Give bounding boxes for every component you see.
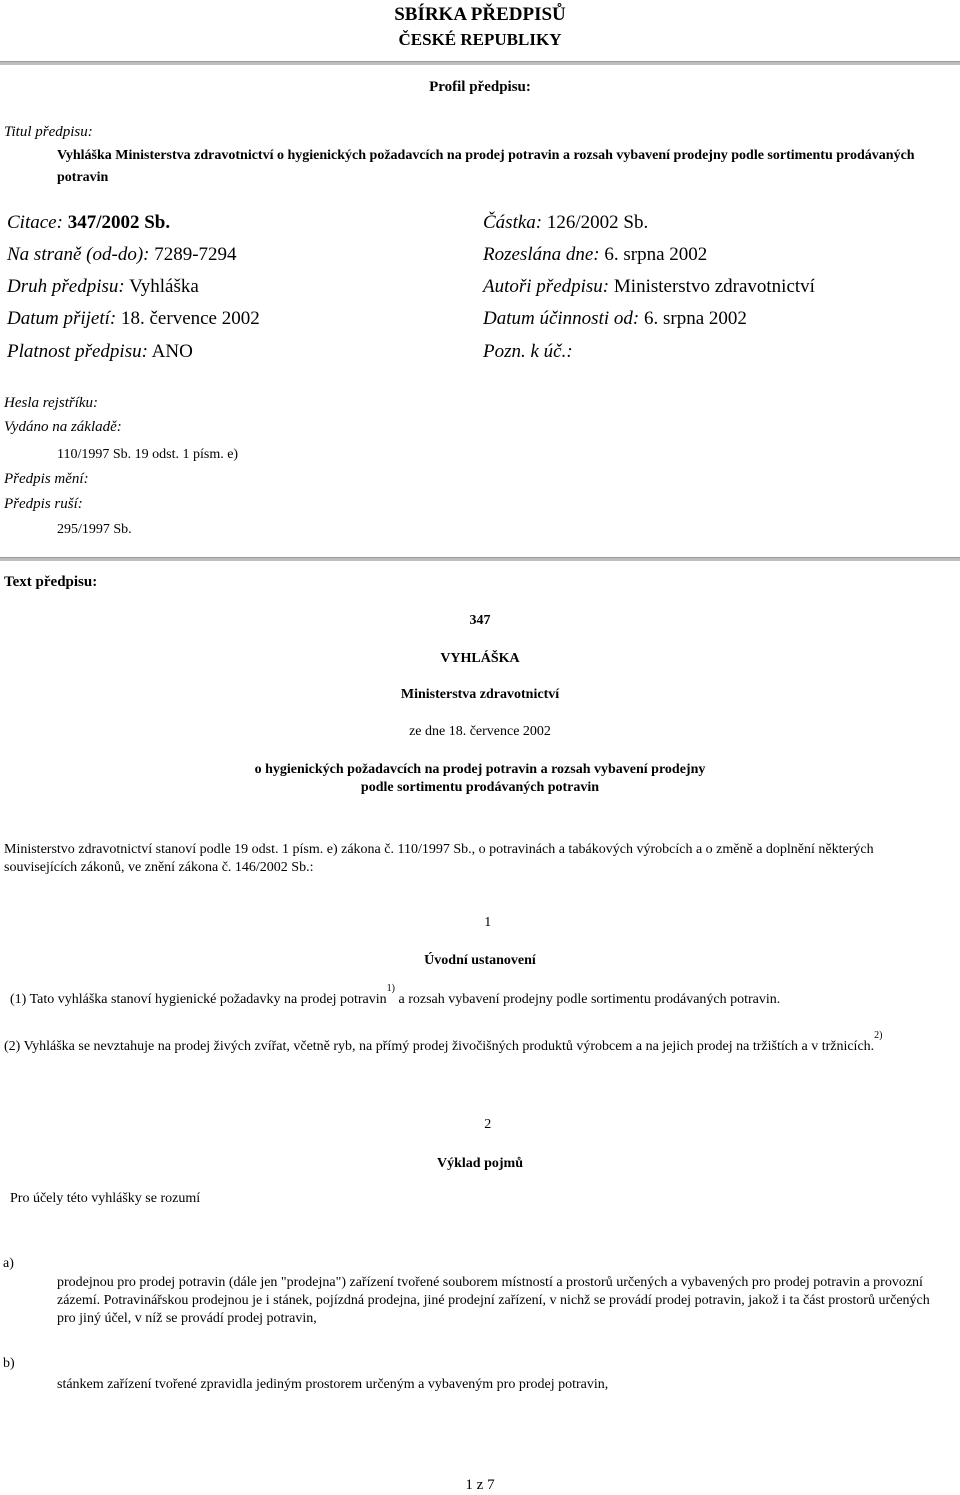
collection-subtitle: ČESKÉ REPUBLIKY — [398, 30, 562, 49]
part-field — [483, 211, 648, 235]
regulation-issuer: Ministerstva zdravotnictví — [400, 687, 560, 702]
footnote-ref-1[interactable]: 1) — [386, 983, 395, 994]
authors-field — [483, 275, 815, 299]
section-2-number: 2 — [480, 1117, 492, 1132]
text-divider — [0, 557, 960, 561]
profile-heading: Profil předpisu: — [429, 79, 531, 95]
effective-date-label: Datum účinnosti od: — [483, 308, 640, 329]
section-1-paragraph-2: (2) Vyhláška se nevztahuje na prodej živých zvířat, včetně ryb, na přímý prodej živočišných produktů výrobcem a na jejich prodej na tržištích a v tržnicích.$^{2)}$ — [4, 1030, 883, 1054]
collection-title: SBÍRKA PŘEDPISŮ — [394, 4, 566, 25]
repeals-label: Předpis ruší: — [4, 496, 83, 512]
distributed-field — [483, 243, 707, 267]
footnote-ref-2[interactable]: 2) — [874, 1030, 883, 1041]
effect-note-label: Pozn. k úč.: — [483, 341, 573, 362]
section-1-title: Úvodní ustanovení — [424, 953, 536, 968]
type-value: Vyhláška — [129, 276, 199, 297]
adoption-date-label: Datum přijetí: — [7, 308, 117, 329]
section-1-number: 1 — [480, 915, 492, 930]
preamble: Ministerstvo zdravotnictví stanoví podle 19 odst. 1 písm. e) zákona č. 110/1997 Sb., o potravinách a tabákových výrobcích a o změně a doplnění některých souvisejících zákonů, ve znění zákona č. 146/2002 Sb.: — [4, 842, 874, 875]
regulation-number: 347 — [469, 613, 491, 628]
keywords-label: Hesla rejstříku: — [4, 395, 99, 411]
amends-label: Předpis mění: — [4, 471, 89, 487]
regulation-title-line2: podle sortimentu prodávaných potravin — [360, 780, 600, 795]
text-heading: Text předpisu: — [4, 574, 98, 590]
distributed-label: Rozeslána dne: — [483, 244, 600, 265]
authors-value: Ministerstvo zdravotnictví — [613, 276, 815, 297]
title-label: Titul předpisu: — [4, 124, 93, 140]
page-indicator: 1 z 7 — [465, 1477, 495, 1493]
adoption-date-value: 18. července 2002 — [121, 308, 260, 329]
issued-basis-value[interactable] — [57, 446, 238, 464]
item-b-label: b) — [3, 1356, 15, 1371]
section-1-paragraph-1: (1) Tato vyhláška stanoví hygienické požadavky na prodej potravin$^{1)}$ a rozsah vybavení prodejny podle sortimentu prodávaných potravin. — [10, 983, 781, 1007]
issued-basis-link[interactable]: 110/1997 Sb. 19 odst. 1 písm. e) — [57, 447, 239, 462]
effective-date-value: 6. srpna 2002 — [643, 308, 747, 329]
part-label: Částka: — [483, 212, 543, 233]
regulation-title: Vyhláška Ministerstva zdravotnictví o hygienických požadavcích na prodej potravin a rozsah vybavení prodejny podle sortimentu prodávaných potravin — [57, 148, 915, 185]
section-2-title: Výklad pojmů — [437, 1156, 523, 1171]
pages-value: 7289-7294 — [154, 244, 237, 265]
type-field — [7, 275, 199, 299]
authors-label: Autoři předpisu: — [483, 276, 610, 297]
regulation-date: ze dne 18. července 2002 — [409, 724, 551, 739]
citation-value: 347/2002 Sb. — [67, 212, 171, 233]
item-a-label: a) — [3, 1256, 14, 1271]
section-2-intro: Pro účely této vyhlášky se rozumí — [10, 1191, 201, 1206]
effect-note-field — [483, 340, 573, 364]
pages-field — [7, 243, 237, 267]
validity-field — [7, 340, 193, 364]
citation-label: Citace: — [7, 212, 63, 233]
validity-label: Platnost předpisu: — [7, 341, 148, 362]
adoption-date-field — [7, 307, 260, 331]
regulation-title-line1: o hygienických požadavcích na prodej potravin a rozsah vybavení prodejny — [254, 762, 706, 777]
item-a-text: prodejnou pro prodej potravin (dále jen "prodejna") zařízení tvořené souborem místností a prostorů určených a vybavených pro prodej potravin a provozní zázemí. Potravinářskou prodejnou je i stánek, pojízdná prodejna, jiné prodejní zařízení, v nichž se provádí prodej potravin, jakož i ta část prostorů určených pro jiný účel, v níž se provádí prodej potravin, — [57, 1275, 930, 1326]
effective-date-field — [483, 307, 747, 331]
regulation-type: VYHLÁŠKA — [440, 651, 520, 666]
item-b-text: stánkem zařízení tvořené zpravidla jediným prostorem určeným a vybaveným pro prodej potravin, — [57, 1377, 609, 1392]
type-label: Druh předpisu: — [7, 276, 125, 297]
issued-basis-label: Vydáno na základě: — [4, 419, 122, 435]
pages-label: Na straně (od-do): — [7, 244, 150, 265]
distributed-value: 6. srpna 2002 — [604, 244, 708, 265]
citation-field — [7, 211, 170, 235]
part-value: 126/2002 Sb. — [546, 212, 649, 233]
repeals-link[interactable]: 295/1997 Sb. — [57, 522, 132, 537]
validity-value: ANO — [151, 341, 193, 362]
header-divider — [0, 61, 960, 65]
